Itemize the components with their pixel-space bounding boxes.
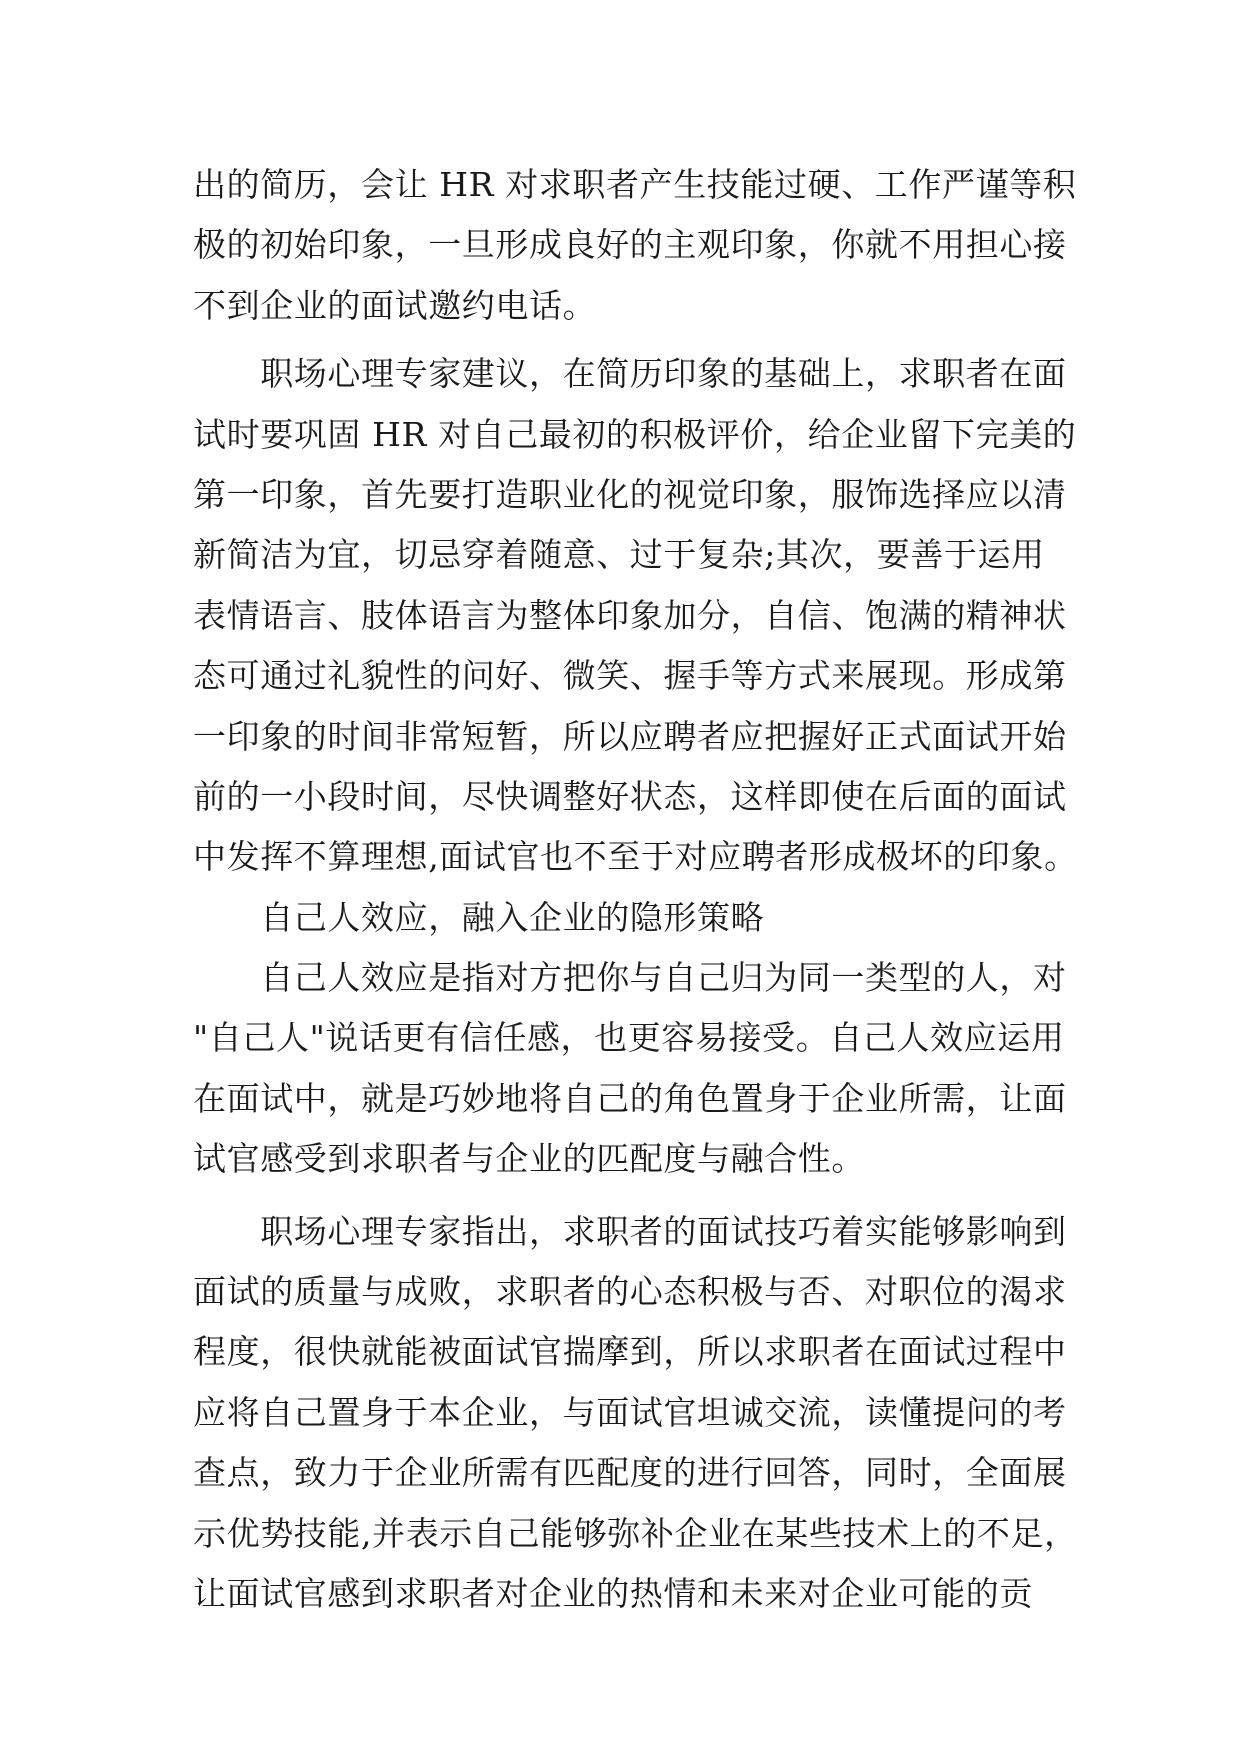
- heading-line: 自己人效应，融入企业的隐形策略: [193, 897, 765, 937]
- text-line: 表情语言、肢体语言为整体印象加分，自信、饱满的精神状: [193, 595, 1067, 635]
- text-line: 自己人效应是指对方把你与自己归为同一类型的人，对: [193, 958, 1067, 998]
- paragraph-expert-advice: [193, 344, 1078, 888]
- document-body: [193, 155, 1078, 1624]
- text-line: 第一印象，首先要打造职业化的视觉印象，服饰选择应以清: [193, 474, 1067, 514]
- text-line: 职场心理专家建议，在简历印象的基础上，求职者在面: [193, 354, 1067, 394]
- section-heading: [193, 888, 1053, 948]
- text-line: 在面试中，就是巧妙地将自己的角色置身于企业所需，让面: [193, 1078, 1067, 1118]
- paragraph-continuation: [193, 155, 1077, 336]
- text-line: 试时要巩固 HR 对自己最初的积极评价，给企业留下完美的: [193, 414, 1077, 454]
- text-line: 面试的质量与成败，求职者的心态积极与否、对职位的渴求: [193, 1272, 1067, 1312]
- text-line: 试官感受到求职者与企业的匹配度与融合性。: [193, 1139, 865, 1179]
- paragraph-gap: [193, 336, 1053, 344]
- paragraph-expert-points: [193, 1202, 1078, 1625]
- text-line: 态可通过礼貌性的问好、微笑、握手等方式来展现。形成第: [193, 656, 1067, 696]
- paragraph-insider-effect: [193, 948, 1067, 1190]
- text-line: "自己人"说话更有信任感，也更容易接受。自己人效应运用: [193, 1018, 1065, 1058]
- text-line: 出的简历，会让 HR 对求职者产生技能过硬、工作严谨等积: [193, 165, 1077, 204]
- text-line: 让面试官感到求职者对企业的热情和未来对企业可能的贡: [193, 1573, 1033, 1613]
- text-line: 示优势技能,并表示自己能够弥补企业在某些技术上的不足，: [193, 1513, 1078, 1553]
- paragraph-gap: [193, 1190, 1053, 1202]
- text-line: 前的一小段时间，尽快调整好状态，这样即使在后面的面试: [193, 776, 1067, 816]
- text-line: 不到企业的面试邀约电话。: [193, 285, 597, 325]
- text-line: 职场心理专家指出，求职者的面试技巧着实能够影响到: [193, 1211, 1067, 1251]
- text-line: 新简洁为宜，切忌穿着随意、过于复杂;其次，要善于运用: [193, 535, 1045, 575]
- text-line: 极的初始印象，一旦形成良好的主观印象，你就不用担心接: [193, 225, 1067, 265]
- text-line: 查点，致力于企业所需有匹配度的进行回答，同时，全面展: [193, 1453, 1067, 1493]
- text-line: 一印象的时间非常短暂，所以应聘者应把握好正式面试开始: [193, 716, 1067, 756]
- text-line: 应将自己置身于本企业，与面试官坦诚交流，读懂提问的考: [193, 1392, 1067, 1432]
- text-line: 程度，很快就能被面试官揣摩到，所以求职者在面试过程中: [193, 1332, 1067, 1372]
- text-line: 中发挥不算理想,面试官也不至于对应聘者形成极坏的印象。: [193, 837, 1078, 877]
